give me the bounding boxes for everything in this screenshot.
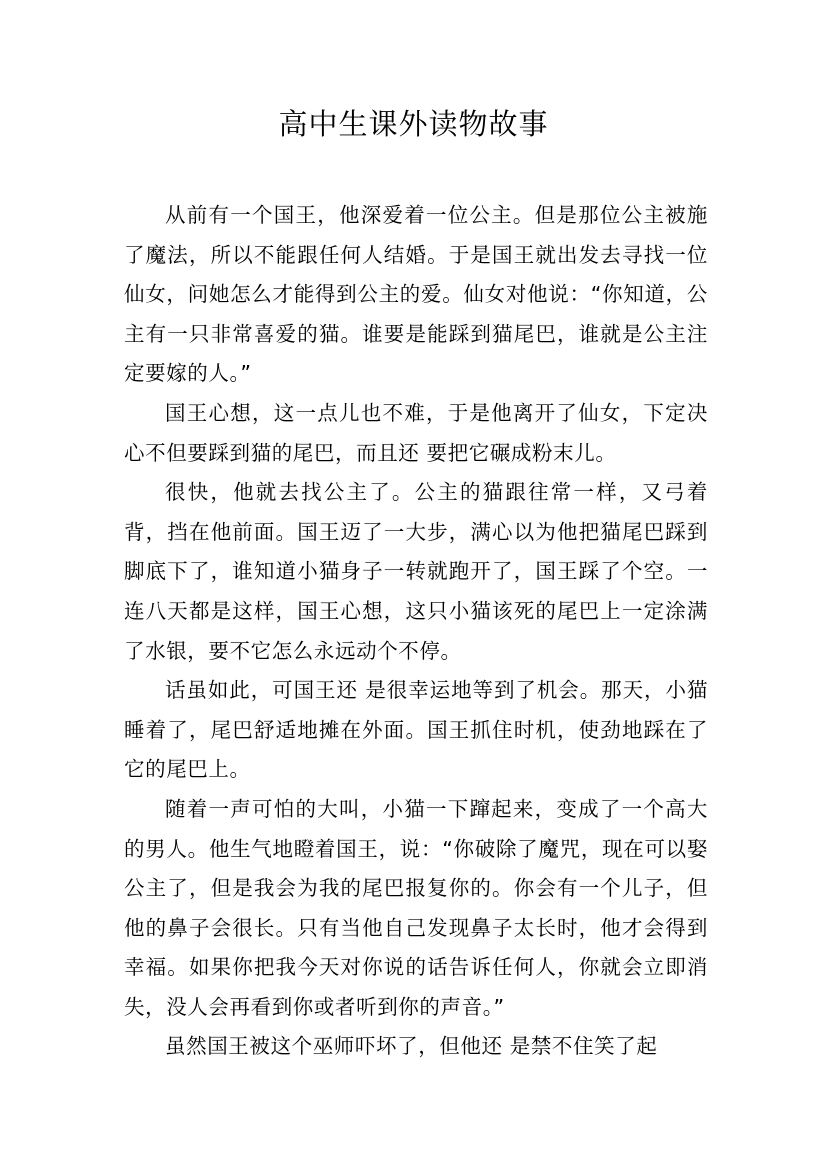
document-title: 高中生课外读物故事 — [278, 107, 549, 141]
paragraph: 虽然国王被这个巫师吓坏了，但他还 是禁不住笑了起 — [165, 1034, 658, 1059]
paragraph: 从前有一个国王，他深爱着一位公主。但是那位公主被施了魔法，所以不能跟任何人结婚。于是国王就出发去寻找一位仙女，问她怎么才能得到公主的爱。仙女对他说：“你知道，公主有一只非常喜爱的猫。谁要是能踩到猫尾巴，谁就是公主注定要嫁的人。” — [124, 203, 708, 386]
paragraph: 国王心想，这一点儿也不难，于是他离开了仙女，下定决心不但要踩到猫的尾巴，而且还 要把它碾成粉末儿。 — [124, 400, 708, 465]
paragraph: 话虽如此，可国王还 是很幸运地等到了机会。那天，小猫睡着了，尾巴舒适地摊在外面。国王抓住时机，使劲地踩在了它的尾巴上。 — [124, 678, 708, 782]
paragraph: 随着一声可怕的大叫，小猫一下蹿起来，变成了一个高大的男人。他生气地瞪着国王，说：“你破除了魔咒，现在可以娶公主了，但是我会为我的尾巴报复你的。你会有一个儿子，但他的鼻子会很长。只有当他自己发现鼻子太长时，他才会得到幸福。如果你把我今天对你说的话告诉任何人，你就会立即消失，没人会再看到你或者听到你的声音。” — [124, 796, 708, 1019]
document-body — [124, 196, 708, 1067]
paragraph: 很快，他就去找公主了。公主的猫跟往常一样，又弓着背，挡在他前面。国王迈了一大步，满心以为他把猫尾巴踩到脚底下了，谁知道小猫身子一转就跑开了，国王踩了个空。一连八天都是这样，国王心想，这只小猫该死的尾巴上一定涂满了水银，要不它怎么永远动个不停。 — [124, 480, 708, 663]
